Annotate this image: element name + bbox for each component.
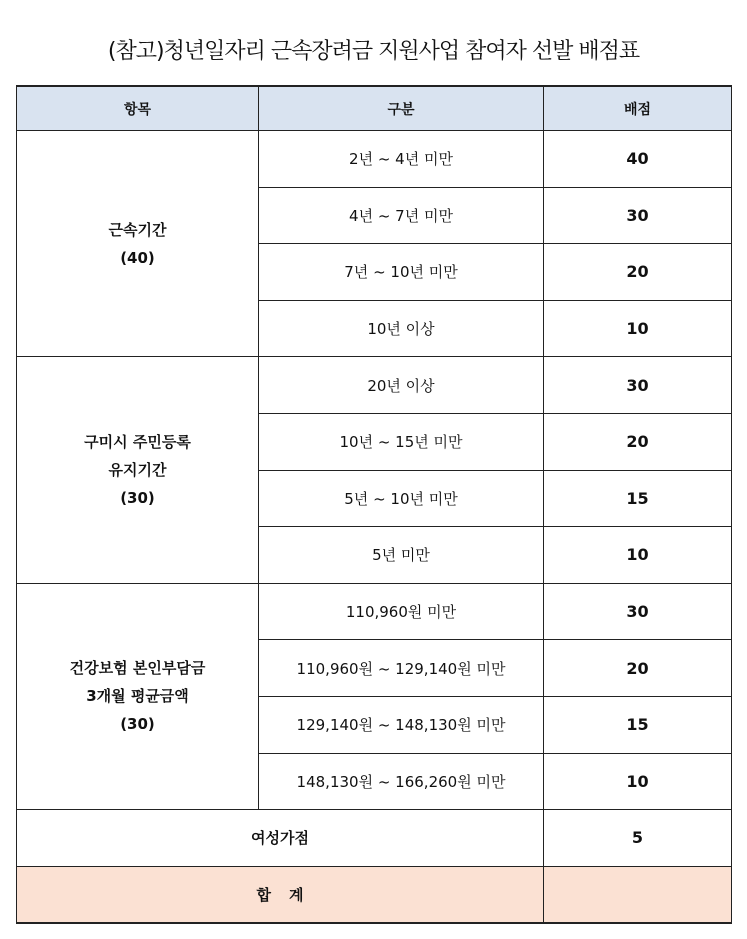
category-cell: 5년 미만 [259, 527, 544, 584]
category-cell: 129,140원 ~ 148,130원 미만 [259, 696, 544, 753]
score-cell: 10 [544, 300, 732, 357]
score-cell: 40 [544, 131, 732, 188]
score-cell: 30 [544, 187, 732, 244]
score-cell: 20 [544, 640, 732, 697]
item-line: (40) [120, 248, 155, 267]
category-cell: 20년 이상 [259, 357, 544, 414]
item-line: 유지기간 [108, 461, 167, 480]
score-cell: 10 [544, 753, 732, 810]
item-tenure [17, 131, 259, 357]
item-line: 건강보험 본인부담금 [69, 659, 206, 678]
category-cell: 7년 ~ 10년 미만 [259, 244, 544, 301]
score-table [16, 85, 732, 924]
bonus-row [17, 810, 732, 867]
score-cell: 20 [544, 244, 732, 301]
table-header-row [17, 86, 732, 131]
category-cell: 148,130원 ~ 166,260원 미만 [259, 753, 544, 810]
score-cell: 20 [544, 413, 732, 470]
item-health-insurance [17, 583, 259, 809]
total-row [17, 866, 732, 923]
item-line: (30) [120, 715, 155, 734]
category-cell: 10년 이상 [259, 300, 544, 357]
table-row [17, 583, 732, 640]
header-score: 배점 [544, 86, 732, 131]
total-score [544, 866, 732, 923]
header-category: 구분 [259, 86, 544, 131]
item-line: 구미시 주민등록 [84, 433, 191, 452]
score-cell: 15 [544, 696, 732, 753]
total-label: 합계 [17, 866, 544, 923]
category-cell: 4년 ~ 7년 미만 [259, 187, 544, 244]
score-cell: 30 [544, 583, 732, 640]
item-line: (30) [120, 489, 155, 508]
category-cell: 2년 ~ 4년 미만 [259, 131, 544, 188]
score-cell: 15 [544, 470, 732, 527]
item-line: 3개월 평균금액 [86, 687, 189, 706]
header-item: 항목 [17, 86, 259, 131]
bonus-label: 여성가점 [17, 810, 544, 867]
bonus-score: 5 [544, 810, 732, 867]
score-cell: 10 [544, 527, 732, 584]
category-cell: 10년 ~ 15년 미만 [259, 413, 544, 470]
item-residency [17, 357, 259, 583]
page-title: (참고)청년일자리 근속장려금 지원사업 참여자 선발 배점표 [107, 39, 640, 64]
item-line: 근속기간 [108, 220, 167, 239]
score-cell: 30 [544, 357, 732, 414]
category-cell: 110,960원 미만 [259, 583, 544, 640]
category-cell: 110,960원 ~ 129,140원 미만 [259, 640, 544, 697]
table-row [17, 357, 732, 414]
table-row [17, 131, 732, 188]
category-cell: 5년 ~ 10년 미만 [259, 470, 544, 527]
